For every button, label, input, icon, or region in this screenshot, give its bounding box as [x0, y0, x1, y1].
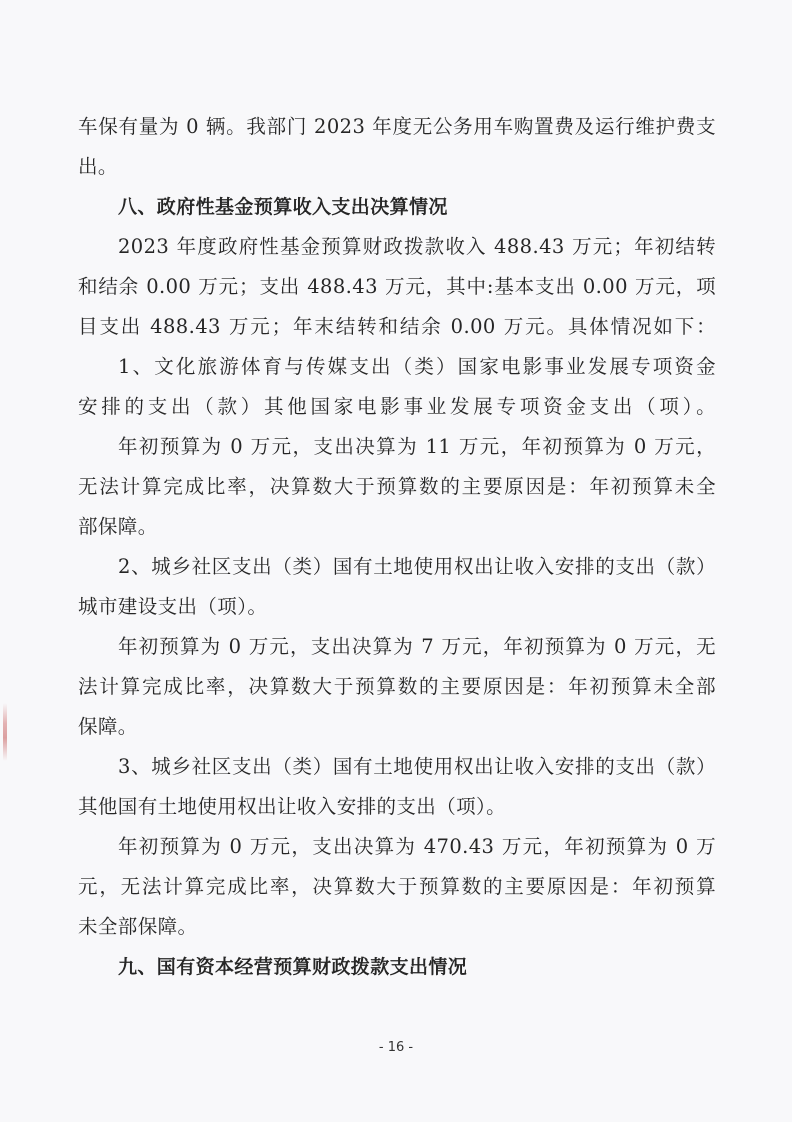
paragraph-line: 车保有量为 0 辆。我部门 2023 年度无公务用车购置费及运行维护费支 [78, 115, 716, 138]
paragraph-line: 年初预算为 0 万元，支出决算为 11 万元，年初预算为 0 万元， [118, 435, 716, 458]
paragraph-line: 无法计算完成比率，决算数大于预算数的主要原因是：年初预算未全 [78, 475, 716, 498]
paragraph-line: 和结余 0.00 万元；支出 488.43 万元，其中:基本支出 0.00 万元，项 [78, 275, 716, 298]
paragraph-line: 年初预算为 0 万元，支出决算为 7 万元，年初预算为 0 万元，无 [118, 635, 716, 658]
list-item-3: 3、城乡社区支出（类）国有土地使用权出让收入安排的支出（款） [118, 755, 716, 778]
paragraph-line: 年初预算为 0 万元，支出决算为 470.43 万元，年初预算为 0 万 [118, 835, 716, 858]
paragraph-line: 目支出 488.43 万元；年末结转和结余 0.00 万元。具体情况如下： [78, 315, 716, 338]
paragraph-line: 保障。 [78, 715, 138, 738]
paragraph-line: 其他国有土地使用权出让收入安排的支出（项）。 [78, 795, 507, 818]
list-item-2: 2、城乡社区支出（类）国有土地使用权出让收入安排的支出（款） [118, 555, 716, 578]
paragraph-line: 出。 [78, 155, 118, 178]
body-text [78, 107, 716, 987]
margin-stamp-mark [3, 703, 7, 761]
list-item-1: 1、文化旅游体育与传媒支出（类）国家电影事业发展专项资金 [118, 355, 716, 378]
paragraph-line: 安排的支出（款）其他国家电影事业发展专项资金支出（项）。 [78, 395, 716, 418]
paragraph-line: 部保障。 [78, 515, 158, 538]
paragraph-line: 元，无法计算完成比率，决算数大于预算数的主要原因是：年初预算 [78, 875, 716, 898]
section-heading-9: 九、国有资本经营预算财政拨款支出情况 [118, 956, 468, 978]
paragraph-line: 未全部保障。 [78, 915, 198, 938]
paragraph-line: 2023 年度政府性基金预算财政拨款收入 488.43 万元；年初结转 [118, 235, 716, 258]
paragraph-line: 法计算完成比率，决算数大于预算数的主要原因是：年初预算未全部 [78, 675, 716, 698]
page-number: - 16 - [378, 1040, 414, 1055]
paragraph-line: 城市建设支出（项）。 [78, 595, 268, 618]
section-heading-8: 八、政府性基金预算收入支出决算情况 [118, 196, 448, 218]
